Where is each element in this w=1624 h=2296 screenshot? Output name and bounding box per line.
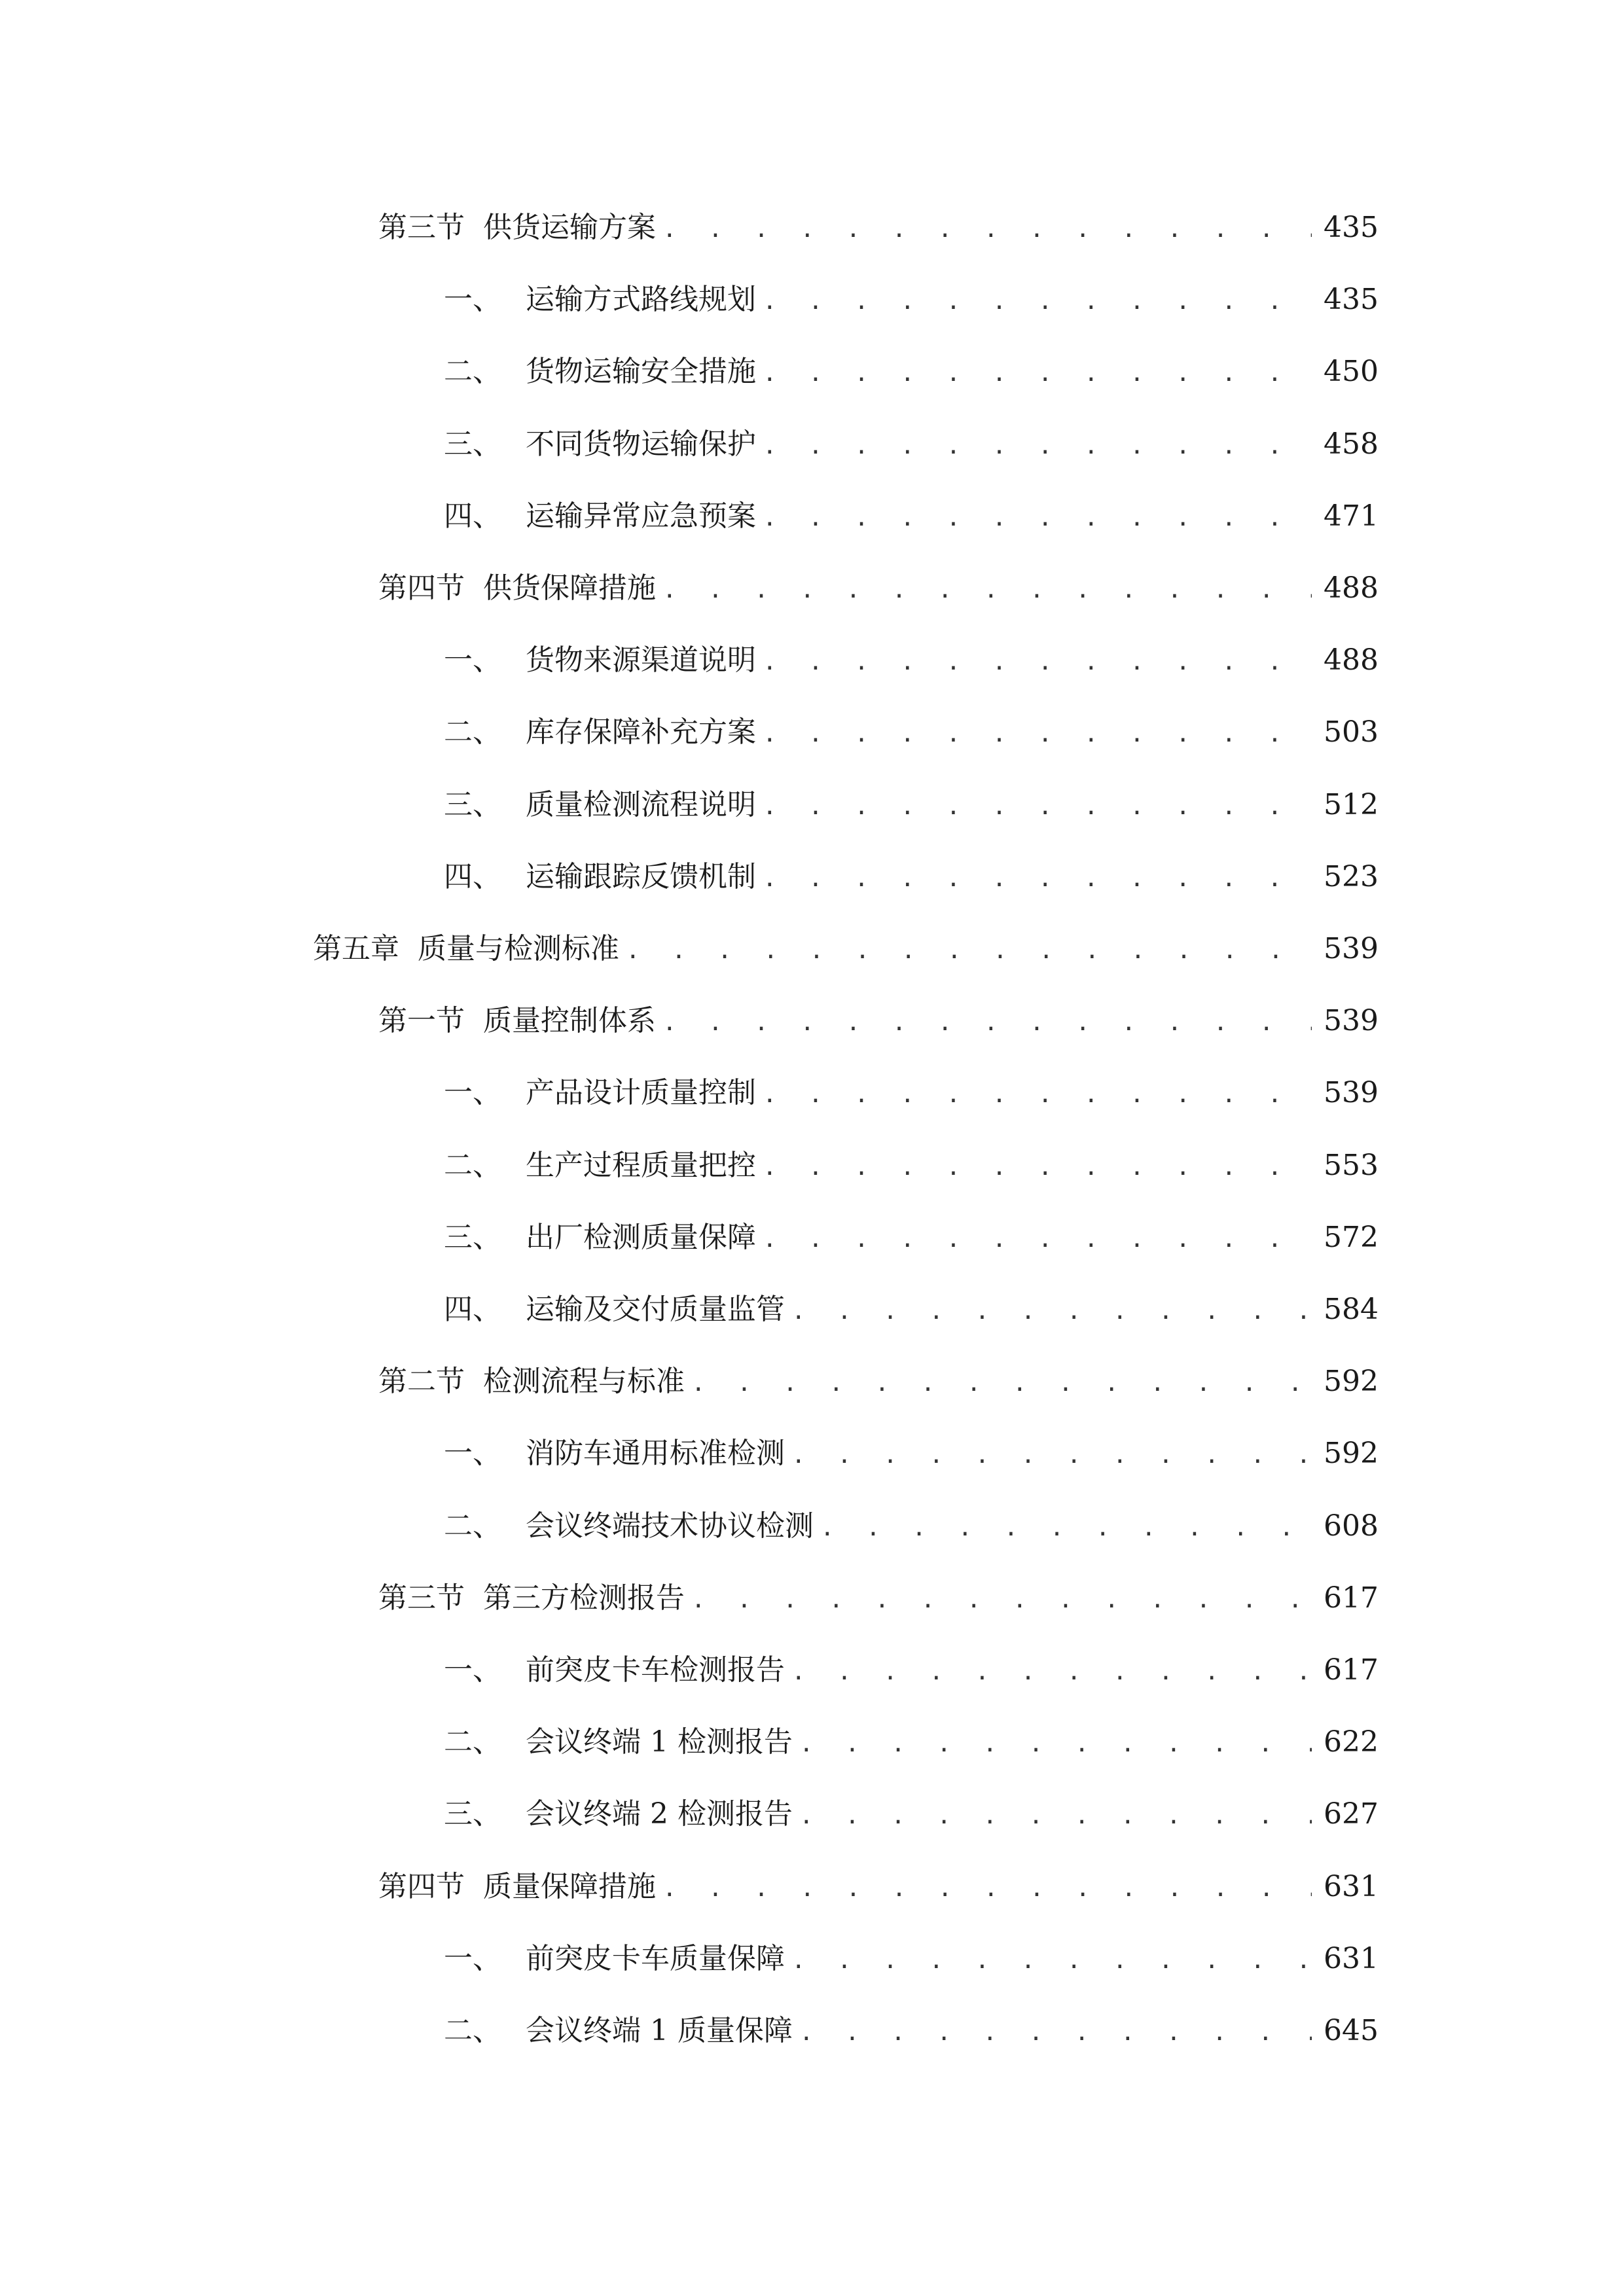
toc-entry-page-number: 435 (1324, 283, 1379, 317)
toc-entry[interactable] (444, 1936, 1379, 1982)
toc-entry-title: 会议终端 1 质量保障 (526, 2014, 793, 2047)
toc-entry-number: 二、 (444, 355, 501, 389)
toc-entry-title: 运输方式路线规划 (526, 283, 756, 317)
toc-entry-title: 前突皮卡车质量保障 (526, 1941, 785, 1975)
toc-entry-page-number: 458 (1324, 427, 1379, 461)
toc-entry-title: 运输跟踪反馈机制 (526, 859, 756, 893)
toc-entry-title: 货物来源渠道说明 (526, 643, 756, 677)
toc-entry-number: 第一节 (378, 1004, 465, 1038)
toc-entry-page-number: 645 (1324, 2014, 1379, 2047)
toc-entry-title: 库存保障补充方案 (526, 715, 756, 749)
toc-entry[interactable] (444, 277, 1379, 323)
dot-leader (763, 1072, 1312, 1118)
toc-entry-number: 三、 (444, 1797, 501, 1831)
toc-entry-title: 检测流程与标准 (483, 1365, 685, 1399)
dot-leader (662, 1000, 1312, 1046)
dot-leader (662, 207, 1312, 253)
toc-entry-page-number: 622 (1324, 1725, 1379, 1759)
dot-leader (763, 711, 1312, 757)
dot-leader (763, 1217, 1312, 1263)
toc-entry[interactable] (378, 1575, 1379, 1621)
toc-entry-title: 质量控制体系 (483, 1004, 656, 1038)
toc-entry-number: 第三节 (378, 211, 465, 244)
toc-entry-number: 三、 (444, 427, 501, 461)
dot-leader (662, 567, 1312, 613)
dot-leader (691, 1577, 1312, 1623)
toc-entry-title: 运输异常应急预案 (526, 499, 756, 533)
toc-entry-page-number: 572 (1324, 1220, 1379, 1254)
toc-entry-number: 四、 (444, 859, 501, 893)
toc-entry-title: 会议终端技术协议检测 (526, 1509, 814, 1543)
dot-leader (763, 856, 1312, 902)
toc-entry[interactable] (378, 998, 1379, 1044)
dot-leader (799, 2010, 1312, 2056)
toc-entry-number: 第二节 (378, 1365, 465, 1399)
dot-leader (763, 784, 1312, 830)
dot-leader (763, 495, 1312, 541)
toc-entry[interactable] (444, 422, 1379, 467)
dot-leader (662, 1866, 1312, 1912)
toc-entry-page-number: 503 (1324, 715, 1379, 749)
toc-entry[interactable] (444, 1791, 1379, 1837)
dot-leader (791, 1289, 1312, 1335)
toc-entry-title: 质量与检测标准 (418, 932, 619, 965)
toc-entry[interactable] (444, 1719, 1379, 1765)
toc-entry[interactable] (378, 1359, 1379, 1405)
toc-entry[interactable] (444, 493, 1379, 539)
toc-entry-page-number: 592 (1324, 1437, 1379, 1471)
toc-entry-title: 不同货物运输保护 (526, 427, 756, 461)
toc-entry-title: 出厂检测质量保障 (526, 1220, 756, 1254)
toc-entry[interactable] (444, 1647, 1379, 1693)
toc-entry[interactable] (444, 1503, 1379, 1549)
dot-leader (763, 423, 1312, 469)
toc-entry[interactable] (444, 709, 1379, 755)
dot-leader (791, 1649, 1312, 1695)
toc-entry-number: 一、 (444, 1076, 501, 1110)
toc-entry-number: 第三节 (378, 1581, 465, 1615)
toc-entry[interactable] (378, 1864, 1379, 1910)
toc-entry[interactable] (444, 1431, 1379, 1477)
toc-entry[interactable] (444, 1143, 1379, 1189)
toc-entry-title: 运输及交付质量监管 (526, 1293, 785, 1326)
dot-leader (791, 1433, 1312, 1479)
dot-leader (820, 1505, 1312, 1551)
dot-leader (799, 1721, 1312, 1767)
toc-entry[interactable] (313, 926, 1379, 972)
dot-leader (763, 1145, 1312, 1191)
toc-entry-number: 一、 (444, 1941, 501, 1975)
toc-entry-page-number: 450 (1324, 355, 1379, 389)
toc-entry[interactable] (444, 349, 1379, 395)
toc-entry[interactable] (444, 2008, 1379, 2054)
toc-entry-page-number: 631 (1324, 1869, 1379, 1903)
toc-entry[interactable] (444, 1287, 1379, 1333)
toc-entry-title: 消防车通用标准检测 (526, 1437, 785, 1471)
toc-entry-title: 会议终端 2 检测报告 (526, 1797, 793, 1831)
toc-entry-title: 货物运输安全措施 (526, 355, 756, 389)
toc-entry-number: 一、 (444, 643, 501, 677)
toc-entry-number: 第四节 (378, 571, 465, 605)
toc-entry-page-number: 471 (1324, 499, 1379, 533)
toc-entry-title: 生产过程质量把控 (526, 1148, 756, 1182)
dot-leader (799, 1793, 1312, 1839)
toc-entry-page-number: 539 (1324, 1076, 1379, 1110)
dot-leader (763, 279, 1312, 325)
toc-entry-page-number: 539 (1324, 932, 1379, 965)
toc-entry[interactable] (444, 854, 1379, 900)
toc-entry-page-number: 488 (1324, 643, 1379, 677)
toc-entry-number: 三、 (444, 1220, 501, 1254)
toc-entry-title: 第三方检测报告 (483, 1581, 685, 1615)
toc-entry[interactable] (444, 637, 1379, 683)
toc-entry-number: 二、 (444, 1509, 501, 1543)
toc-entry-number: 一、 (444, 283, 501, 317)
dot-leader (791, 1938, 1312, 1984)
toc-entry[interactable] (378, 205, 1379, 251)
toc-entry-page-number: 608 (1324, 1509, 1379, 1543)
dot-leader (763, 351, 1312, 397)
toc-entry-page-number: 523 (1324, 859, 1379, 893)
toc-entry-number: 第四节 (378, 1869, 465, 1903)
toc-entry[interactable] (444, 1215, 1379, 1261)
toc-entry-title: 质量检测流程说明 (526, 787, 756, 821)
toc-entry-number: 四、 (444, 499, 501, 533)
toc-entry-number: 二、 (444, 1148, 501, 1182)
toc-entry[interactable] (378, 565, 1379, 611)
toc-entry-page-number: 617 (1324, 1581, 1379, 1615)
toc-entry[interactable] (444, 782, 1379, 828)
toc-entry-number: 二、 (444, 2014, 501, 2047)
toc-entry-page-number: 435 (1324, 211, 1379, 244)
toc-entry-title: 会议终端 1 检测报告 (526, 1725, 793, 1759)
toc-entry-title: 产品设计质量控制 (526, 1076, 756, 1110)
toc-entry-title: 供货运输方案 (483, 211, 656, 244)
toc-entry[interactable] (444, 1070, 1379, 1116)
toc-entry-page-number: 627 (1324, 1797, 1379, 1831)
dot-leader (691, 1361, 1312, 1407)
toc-entry-number: 二、 (444, 1725, 501, 1759)
toc-entry-page-number: 592 (1324, 1365, 1379, 1399)
toc-entry-number: 三、 (444, 787, 501, 821)
toc-entry-title: 质量保障措施 (483, 1869, 656, 1903)
toc-entry-page-number: 512 (1324, 787, 1379, 821)
toc-entry-number: 一、 (444, 1653, 501, 1687)
toc-entry-page-number: 539 (1324, 1004, 1379, 1038)
toc-entry-number: 一、 (444, 1437, 501, 1471)
dot-leader (626, 928, 1312, 974)
toc-entry-title: 供货保障措施 (483, 571, 656, 605)
toc-entry-page-number: 488 (1324, 571, 1379, 605)
toc-entry-number: 第五章 (313, 932, 399, 965)
dot-leader (763, 639, 1312, 685)
toc-entry-page-number: 617 (1324, 1653, 1379, 1687)
toc-entry-page-number: 584 (1324, 1293, 1379, 1326)
toc-entry-number: 四、 (444, 1293, 501, 1326)
toc-entry-title: 前突皮卡车检测报告 (526, 1653, 785, 1687)
toc-entry-page-number: 631 (1324, 1941, 1379, 1975)
toc-entry-page-number: 553 (1324, 1148, 1379, 1182)
toc-entry-number: 二、 (444, 715, 501, 749)
